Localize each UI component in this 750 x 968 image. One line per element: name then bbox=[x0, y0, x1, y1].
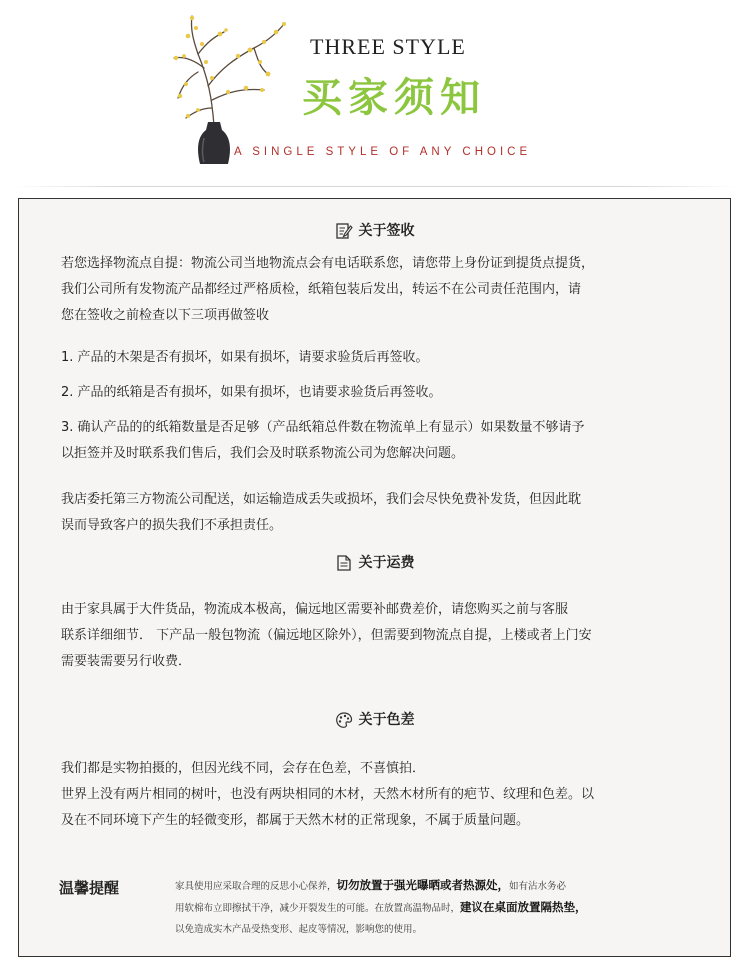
tagline: A SINGLE STYLE OF ANY CHOICE bbox=[234, 146, 532, 158]
section-heading-color: 关于色差 bbox=[19, 710, 730, 730]
palette-icon bbox=[335, 711, 353, 729]
warm-tips-text: 家具使用应采取合理的反思小心保养，切勿放置于强光曝晒或者热源处，如有沾水务必 用软棉布立即擦拭干净，减少开裂发生的可能。在放置高温物品时，建议在桌面放置隔热垫， 以免造成实木产品受热变形、起皮等情况，影响您的使用。 bbox=[175, 878, 587, 935]
signing-intro: 若您选择物流点自提：物流公司当地物流点会有电话联系您，请您带上身份证到提货点提货， 我们公司所有发物流产品都经过严格质检，纸箱包装后发出，转运不在公司责任范围内，请 您在签收之前检查以下三项再做签收 bbox=[61, 256, 595, 323]
plum-blossom-vase-illustration bbox=[168, 8, 318, 168]
signing-liability-note: 我店委托第三方物流公司配送，如运输造成丢失或损坏，我们会尽快免费补发货，但因此耽 误而导致客户的损失我们不承担责任。 bbox=[61, 492, 582, 533]
page-header bbox=[0, 0, 750, 190]
buyer-notice-card bbox=[18, 198, 731, 957]
signing-item-2: 2. 产品的纸箱是否有损坏，如果有损坏，也请要求验货后再签收。 bbox=[61, 385, 442, 400]
color-difference-text: 我们都是实物拍摄的，但因光线不同，会存在色差，不喜慎拍． 世界上没有两片相同的树叶，也没有两块相同的木材，天然木材所有的疤节、纹理和色差。以 及在不同环境下产生的轻微变形，都属于天然木材的正常现象，不属于质量问题。 bbox=[61, 761, 595, 828]
section-heading-shipping: 关于运费 bbox=[19, 553, 730, 573]
page-title: 买家须知 bbox=[302, 75, 486, 121]
header-divider bbox=[14, 186, 736, 187]
section-heading-signing: 关于签收 bbox=[19, 221, 730, 241]
signing-item-3: 3. 确认产品的的纸箱数量是否足够（产品纸箱总件数在物流单上有显示）如果数量不够请予 以拒签并及时联系我们售后，我们会及时联系物流公司为您解决问题。 bbox=[61, 420, 585, 461]
signing-item-1: 1. 产品的木架是否有损坏，如果有损坏，请要求验货后再签收。 bbox=[61, 350, 429, 365]
warm-tips-title: 温馨提醒 bbox=[59, 879, 120, 897]
document-icon bbox=[335, 554, 353, 572]
edit-document-icon bbox=[335, 222, 353, 240]
brand-title: THREE STYLE bbox=[310, 34, 466, 59]
shipping-text: 由于家具属于大件货品，物流成本极高，偏远地区需要补邮费差价，请您购买之前与客服 联系详细细节． 下产品一般包物流（偏远地区除外），但需要到物流点自提，上楼或者上门安 需要装需要另行收费． bbox=[61, 602, 592, 669]
